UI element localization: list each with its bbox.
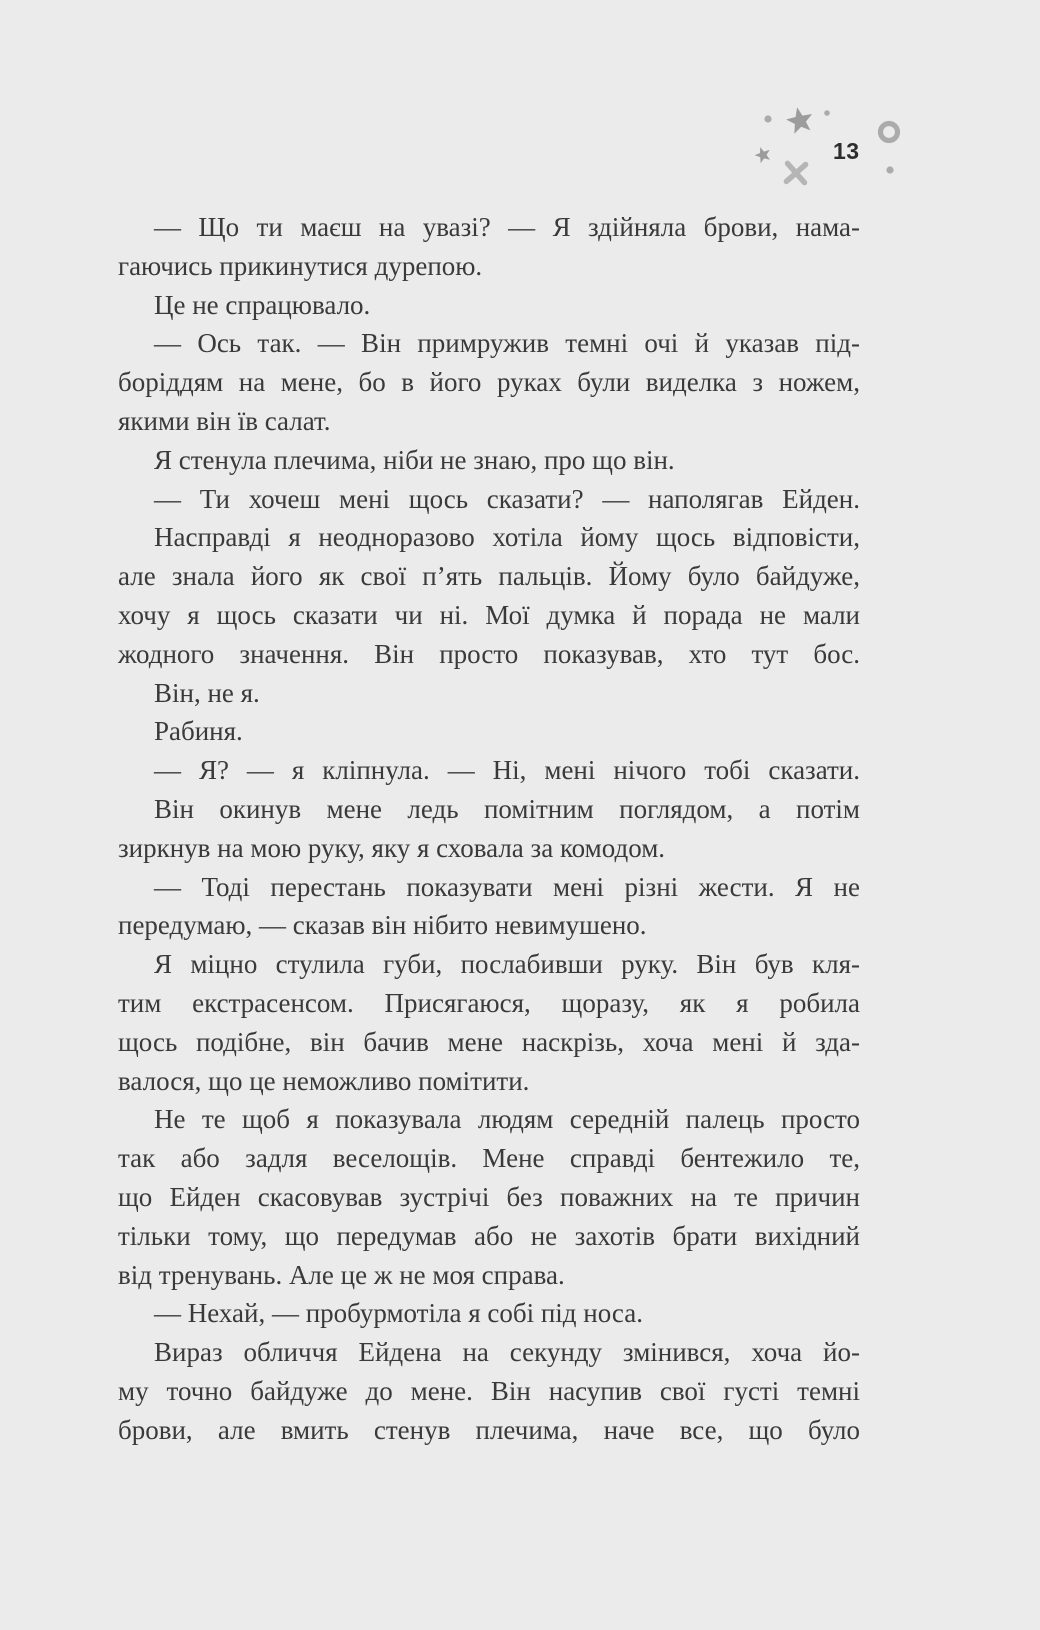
text-line: — Що ти маєш на увазі? — Я здійняла брови, нама- bbox=[154, 212, 860, 242]
paragraph bbox=[118, 518, 860, 673]
text-line: від тренувань. Але це ж не моя справа. bbox=[118, 1259, 565, 1290]
text-line: Вираз обличчя Ейдена на секунду змінився, хоча йо- bbox=[154, 1337, 860, 1368]
text-line: — Ти хочеш мені щось сказати? — наполягав Ейден. bbox=[154, 483, 860, 514]
text-line: Він окинув мене ледь помітним поглядом, а потім bbox=[154, 793, 860, 824]
text-line: брови, але вмить стенув плечима, наче все, що було bbox=[118, 1414, 860, 1445]
text-line: так або задля веселощів. Мене справді бентежило те, bbox=[118, 1143, 860, 1174]
paragraph bbox=[118, 1100, 860, 1294]
text-line: гаючись прикинутися дурепою. bbox=[118, 250, 483, 281]
text-line: му точно байдуже до мене. Він насупив свої густі темні bbox=[118, 1375, 860, 1406]
text-line: — Я? — я кліпнула. — Ні, мені нічого тобі сказати. bbox=[154, 755, 860, 786]
paragraph bbox=[118, 712, 860, 751]
text-line: щось подібне, він бачив мене наскрізь, хоча мені й зда- bbox=[118, 1026, 860, 1057]
circle-outline-icon bbox=[881, 124, 898, 141]
text-line: зиркнув на мою руку, яку я сховала за комодом. bbox=[118, 832, 666, 863]
star-icon-large bbox=[784, 105, 815, 135]
page-number: 13 bbox=[833, 138, 860, 164]
star-icon-small bbox=[753, 144, 773, 164]
paragraph bbox=[118, 674, 860, 713]
text-line: що Ейден скасовував зустрічі без поважних на те причин bbox=[118, 1181, 860, 1212]
paragraph bbox=[118, 945, 860, 1100]
dot-icon-small bbox=[824, 110, 830, 116]
paragraph bbox=[118, 208, 860, 286]
text-line: Рабиня. bbox=[154, 716, 243, 747]
paragraph bbox=[118, 1333, 860, 1449]
paragraph bbox=[118, 286, 860, 325]
paragraph bbox=[118, 1294, 860, 1333]
dot-icon-bottom bbox=[886, 166, 893, 173]
text-line: тим екстрасенсом. Присягаюся, щоразу, як я робила bbox=[118, 987, 860, 1018]
text-line: боріддям на мене, бо в його руках були виделка з ножем, bbox=[118, 367, 860, 398]
sparkle-cross-icon bbox=[784, 161, 807, 184]
paragraph bbox=[118, 751, 860, 790]
paragraph bbox=[118, 480, 860, 519]
page-text bbox=[118, 208, 860, 1450]
text-line: але знала його як свої п’ять пальців. Йому було байдуже, bbox=[118, 561, 860, 592]
text-line: хочу я щось сказати чи ні. Мої думка й порада не мали bbox=[118, 599, 860, 630]
text-line: — Тоді перестань показувати мені різні жести. Я не bbox=[154, 871, 860, 902]
text-line: — Нехай, — пробурмотіла я собі під носа. bbox=[154, 1298, 643, 1329]
paragraph bbox=[118, 324, 860, 440]
text-line: Насправді я неодноразово хотіла йому щось відповісти, bbox=[154, 522, 860, 553]
text-line: — Ось так. — Він примружив темні очі й указав під- bbox=[154, 328, 860, 359]
text-line: Я стенула плечима, ніби не знаю, про що він. bbox=[154, 444, 675, 475]
text-line: передумаю, — сказав він нібито невимушено. bbox=[118, 910, 647, 941]
header-sparkles-decoration bbox=[700, 85, 950, 195]
paragraph bbox=[118, 790, 860, 868]
text-line: Це не спрацювало. bbox=[154, 289, 371, 320]
text-line: Не те щоб я показувала людям середній палець просто bbox=[154, 1104, 860, 1135]
text-line: тільки тому, що передумав або не захотів брати вихідний bbox=[118, 1220, 860, 1251]
paragraph bbox=[118, 868, 860, 946]
text-line: Я міцно стулила губи, послабивши руку. Він був кля- bbox=[154, 949, 860, 980]
text-line: якими він їв салат. bbox=[118, 405, 331, 436]
paragraph bbox=[118, 441, 860, 480]
text-line: валося, що це неможливо помітити. bbox=[118, 1065, 530, 1096]
dot-icon bbox=[764, 115, 771, 122]
text-line: Він, не я. bbox=[154, 677, 260, 708]
text-line: жодного значення. Він просто показував, хто тут бос. bbox=[118, 638, 860, 669]
